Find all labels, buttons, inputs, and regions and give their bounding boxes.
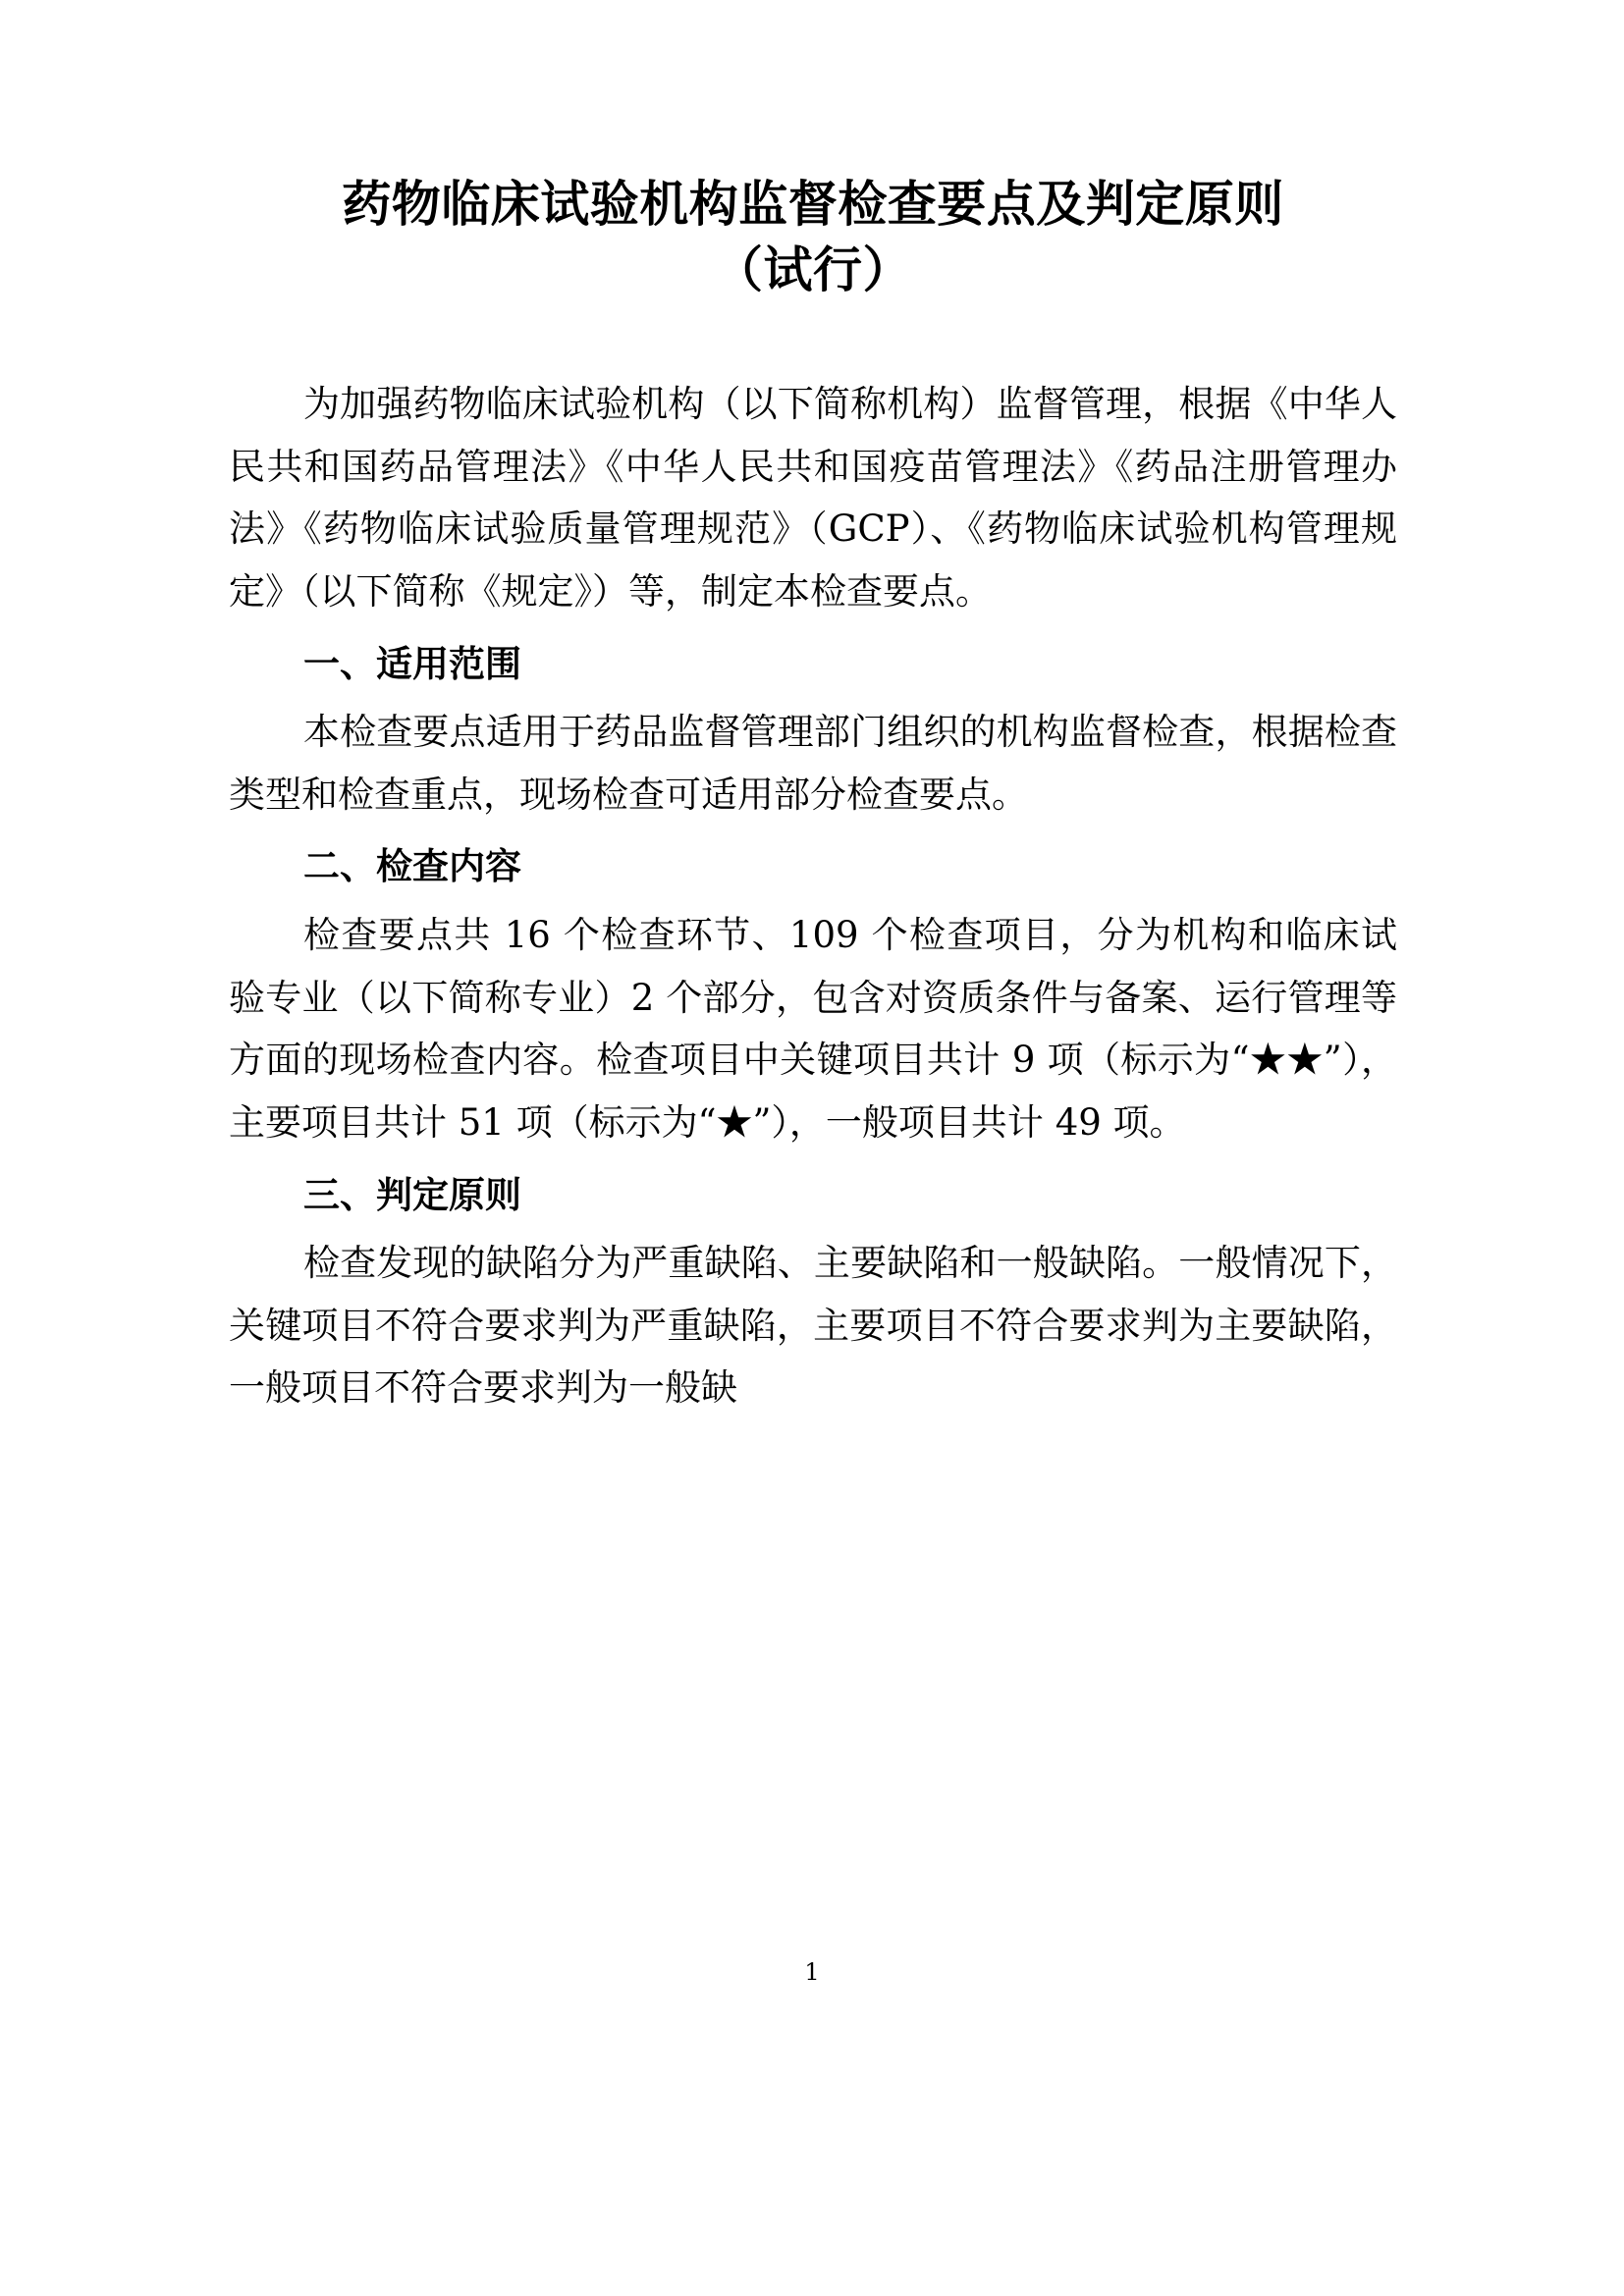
paragraph-scope: 本检查要点适用于药品监督管理部门组织的机构监督检查，根据检查类型和检查重点，现场检查可适用部分检查要点。 — [229, 711, 1397, 816]
heading-content: 二、检查内容 — [303, 845, 521, 888]
document-body — [229, 373, 1397, 1419]
heading-principle: 三、判定原则 — [303, 1173, 521, 1216]
paragraph-content: 检查要点共 16 个检查环节、109 个检查项目，分为机构和临床试验专业（以下简称专业）2 个部分，包含对资质条件与备案、运行管理等方面的现场检查内容。检查项目中关键项目共计 9 项（标示为“★★”），主要项目共计 51 项（标示为“★”），一般项目共计 49 项。 — [229, 914, 1397, 1144]
page-title-line-2: （试行） — [714, 240, 912, 298]
page-number: 1 — [804, 1958, 820, 1986]
page-title-line-1: 药物临床试验机构监督检查要点及判定原则 — [342, 176, 1284, 233]
paragraph-principle: 检查发现的缺陷分为严重缺陷、主要缺陷和一般缺陷。一般情况下，关键项目不符合要求判为严重缺陷，主要项目不符合要求判为主要缺陷，一般项目不符合要求判为一般缺 — [229, 1242, 1397, 1410]
paragraph-intro: 为加强药物临床试验机构（以下简称机构）监督管理，根据《中华人民共和国药品管理法》《中华人民共和国疫苗管理法》《药品注册管理办法》《药物临床试验质量管理规范》（GCP）、《药物临床试验机构管理规定》（以下简称《规定》）等，制定本检查要点。 — [229, 383, 1397, 613]
document-content — [229, 172, 1397, 1425]
page-title — [229, 172, 1397, 302]
heading-scope: 一、适用范围 — [303, 642, 521, 685]
